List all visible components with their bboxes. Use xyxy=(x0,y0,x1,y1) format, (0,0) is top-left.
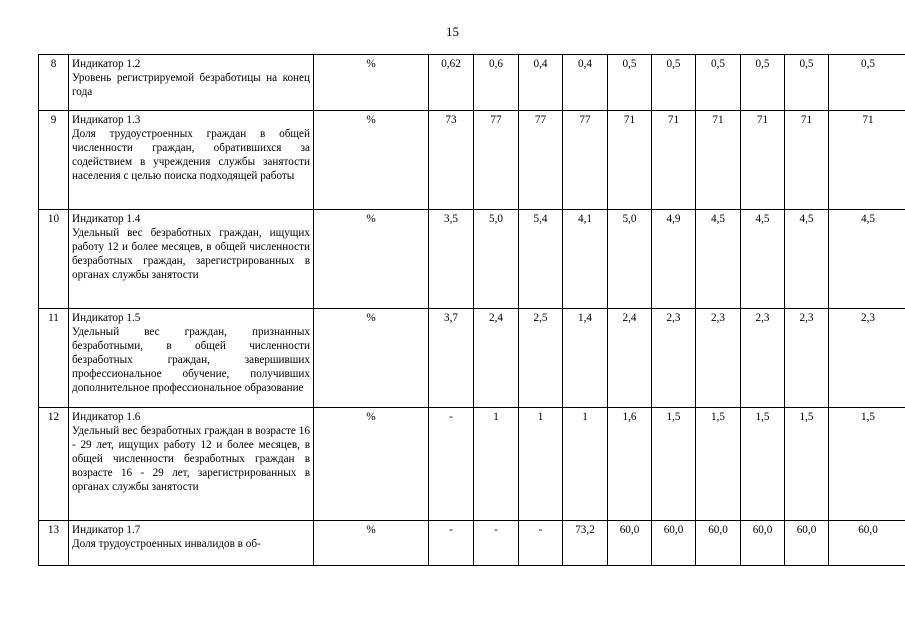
value-cell: 1,5 xyxy=(741,408,785,521)
unit-cell: % xyxy=(314,210,429,309)
value-cell: 1,5 xyxy=(829,408,905,521)
table-row xyxy=(39,408,905,521)
indicator-name-cell xyxy=(69,55,314,111)
value-cell: 4,9 xyxy=(652,210,696,309)
value-cell: 60,0 xyxy=(696,521,741,566)
value-cell: 3,7 xyxy=(429,309,474,408)
row-number: 10 xyxy=(39,210,69,309)
value-cell: - xyxy=(429,408,474,521)
value-cell: 0,5 xyxy=(696,55,741,111)
value-cell: 60,0 xyxy=(652,521,696,566)
indicator-name-cell xyxy=(69,521,314,566)
value-cell: 0,5 xyxy=(741,55,785,111)
value-cell: 2,3 xyxy=(741,309,785,408)
indicator-name-cell xyxy=(69,210,314,309)
value-cell: 2,4 xyxy=(474,309,519,408)
value-cell: 4,5 xyxy=(829,210,905,309)
indicator-title: Индикатор 1.6 xyxy=(72,411,141,423)
value-cell: 77 xyxy=(563,111,608,210)
value-cell: 71 xyxy=(608,111,652,210)
value-cell: - xyxy=(519,521,563,566)
value-cell: 60,0 xyxy=(608,521,652,566)
indicator-description: Доля трудоустроенных инвалидов в об- xyxy=(72,538,261,550)
indicator-description: Уровень регистрируемой безработицы на конец года xyxy=(72,72,310,98)
value-cell: 73 xyxy=(429,111,474,210)
row-number: 11 xyxy=(39,309,69,408)
value-cell: 5,0 xyxy=(474,210,519,309)
value-cell: 0,5 xyxy=(652,55,696,111)
value-cell: 77 xyxy=(474,111,519,210)
row-number: 12 xyxy=(39,408,69,521)
indicator-description: Удельный вес граждан, признанных безработными, в общей численности безработных граждан, завершивших профессиональное обучение, получивших дополнительное профессиональное образование xyxy=(72,326,310,394)
value-cell: 1 xyxy=(474,408,519,521)
value-cell: 0,5 xyxy=(829,55,905,111)
value-cell: 5,0 xyxy=(608,210,652,309)
value-cell: 1 xyxy=(519,408,563,521)
table-row xyxy=(39,309,905,408)
unit-cell: % xyxy=(314,309,429,408)
value-cell: 2,3 xyxy=(696,309,741,408)
table-row xyxy=(39,111,905,210)
value-cell: 1,4 xyxy=(563,309,608,408)
value-cell: 73,2 xyxy=(563,521,608,566)
indicator-description: Удельный вес безработных граждан в возрасте 16 - 29 лет, ищущих работу 12 и более месяцев, в общей численности безработных граждан в возрасте 16 - 29 лет, зарегистрированных в органах службы занятости xyxy=(72,425,310,493)
value-cell: 71 xyxy=(741,111,785,210)
value-cell: 4,5 xyxy=(696,210,741,309)
value-cell: 1,6 xyxy=(608,408,652,521)
value-cell: - xyxy=(474,521,519,566)
value-cell: 0,62 xyxy=(429,55,474,111)
indicator-title: Индикатор 1.5 xyxy=(72,312,141,324)
row-number: 8 xyxy=(39,55,69,111)
table-row xyxy=(39,210,905,309)
table-body xyxy=(39,55,905,566)
value-cell: 4,5 xyxy=(741,210,785,309)
indicator-title: Индикатор 1.3 xyxy=(72,114,141,126)
value-cell: 60,0 xyxy=(785,521,829,566)
value-cell: 71 xyxy=(785,111,829,210)
indicators-table xyxy=(38,54,905,566)
row-number: 13 xyxy=(39,521,69,566)
value-cell: 0,4 xyxy=(563,55,608,111)
unit-cell: % xyxy=(314,111,429,210)
value-cell: 2,3 xyxy=(829,309,905,408)
value-cell: 5,4 xyxy=(519,210,563,309)
indicator-title: Индикатор 1.2 xyxy=(72,58,141,70)
unit-cell: % xyxy=(314,408,429,521)
indicator-name-cell xyxy=(69,111,314,210)
value-cell: 2,3 xyxy=(652,309,696,408)
table-row xyxy=(39,55,905,111)
value-cell: 4,1 xyxy=(563,210,608,309)
table-row xyxy=(39,521,905,566)
value-cell: - xyxy=(429,521,474,566)
value-cell: 1,5 xyxy=(652,408,696,521)
row-number: 9 xyxy=(39,111,69,210)
value-cell: 0,5 xyxy=(608,55,652,111)
indicator-title: Индикатор 1.7 xyxy=(72,524,141,536)
value-cell: 1 xyxy=(563,408,608,521)
value-cell: 0,6 xyxy=(474,55,519,111)
value-cell: 0,5 xyxy=(785,55,829,111)
value-cell: 71 xyxy=(696,111,741,210)
value-cell: 60,0 xyxy=(829,521,905,566)
value-cell: 1,5 xyxy=(785,408,829,521)
value-cell: 71 xyxy=(652,111,696,210)
value-cell: 71 xyxy=(829,111,905,210)
indicator-name-cell xyxy=(69,408,314,521)
value-cell: 2,4 xyxy=(608,309,652,408)
unit-cell: % xyxy=(314,55,429,111)
value-cell: 2,3 xyxy=(785,309,829,408)
page-number: 15 xyxy=(446,24,459,39)
unit-cell: % xyxy=(314,521,429,566)
value-cell: 77 xyxy=(519,111,563,210)
indicator-description: Доля трудоустроенных граждан в общей численности граждан, обратившихся за содействием в учреждения службы занятости населения с целью поиска подходящей работы xyxy=(72,128,310,182)
indicator-description: Удельный вес безработных граждан, ищущих работу 12 и более месяцев, в общей численности безработных граждан, зарегистрированных в органах службы занятости xyxy=(72,227,310,281)
value-cell: 0,4 xyxy=(519,55,563,111)
value-cell: 60,0 xyxy=(741,521,785,566)
value-cell: 1,5 xyxy=(696,408,741,521)
value-cell: 3,5 xyxy=(429,210,474,309)
value-cell: 2,5 xyxy=(519,309,563,408)
indicator-name-cell xyxy=(69,309,314,408)
indicator-title: Индикатор 1.4 xyxy=(72,213,141,225)
value-cell: 4,5 xyxy=(785,210,829,309)
